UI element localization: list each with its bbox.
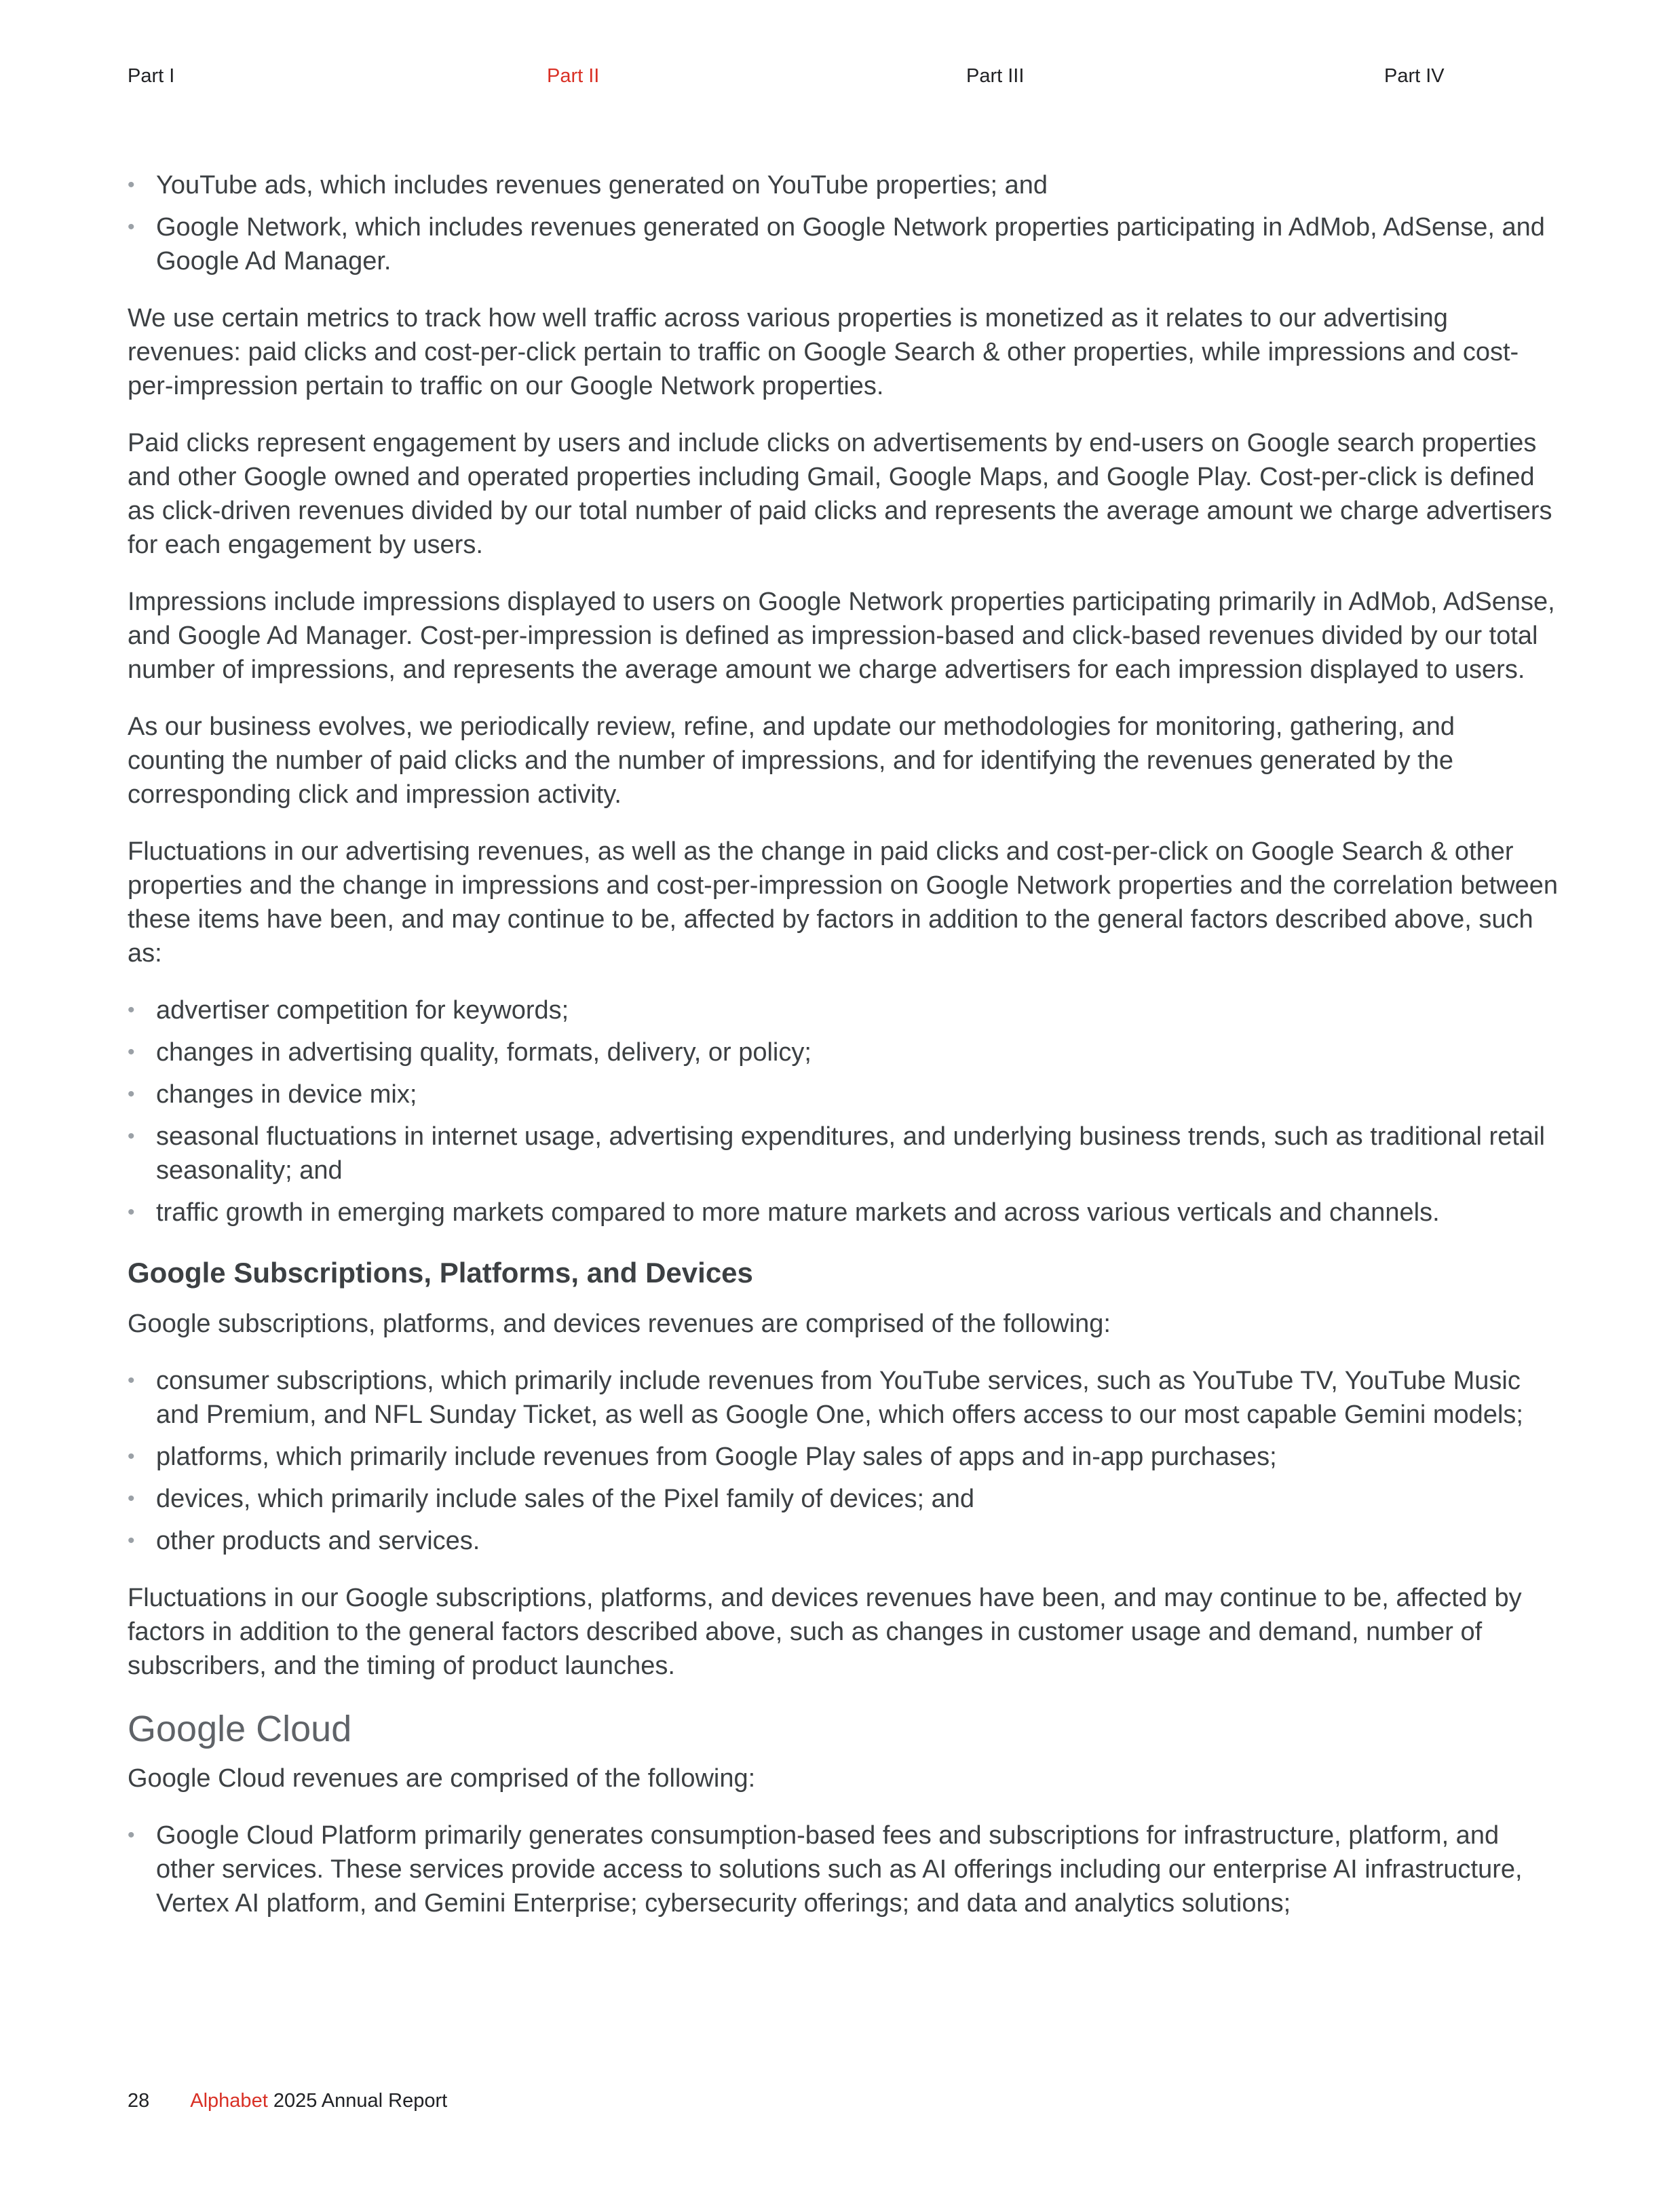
section-heading-google-cloud: Google Cloud bbox=[128, 1709, 352, 1749]
part-navigation bbox=[0, 65, 1680, 92]
list-item: • advertiser competition for keywords; bbox=[128, 993, 1559, 1027]
list-item: • seasonal fluctuations in internet usage, advertising expenditures, and underlying business trends, such as traditional retail seasonality; and bbox=[128, 1120, 1559, 1187]
list-item: • Google Cloud Platform primarily generates consumption-based fees and subscriptions for infrastructure, platform, and other services. These services provide access to solutions such as AI offerings including our enterprise AI infrastructure, Vertex AI platform, and Gemini Enterprise; cybersecurity offerings; and data and analytics solutions; bbox=[128, 1819, 1559, 1920]
paragraph-metrics: We use certain metrics to track how well traffic across various properties is monetized as it relates to our advertising revenues: paid clicks and cost-per-click pertain to traffic on Google Search & other properties, while impressions and cost-per-impression pertain to traffic on our Google Network properties. bbox=[128, 304, 1519, 400]
list-item: • other products and services. bbox=[128, 1524, 1559, 1558]
factors-list bbox=[128, 993, 1559, 1230]
page-number: 28 bbox=[128, 2090, 150, 2112]
paragraph-impressions: Impressions include impressions displayed to users on Google Network properties participating primarily in AdMob, AdSense, and Google Ad Manager. Cost-per-impression is defined as impression-based and click-based revenues divided by our total number of impressions, and represents the average amount we charge advertisers for each impression displayed to users. bbox=[128, 588, 1555, 684]
paragraph-fluctuations: Fluctuations in our advertising revenues, as well as the change in paid clicks and cost-per-click on Google Search & other properties and the change in impressions and cost-per-impression on Google Network properties and the correlation between these items have been, and may continue to be, affected by factors in addition to the general factors described above, such as: bbox=[128, 837, 1559, 968]
list-item: • changes in device mix; bbox=[128, 1078, 1559, 1111]
report-title: 2025 Annual Report bbox=[273, 2090, 448, 2112]
list-item: • devices, which primarily include sales of the Pixel family of devices; and bbox=[128, 1482, 1559, 1516]
list-item: • traffic growth in emerging markets compared to more mature markets and across various verticals and channels. bbox=[128, 1196, 1559, 1230]
paragraph-subscriptions-intro: Google subscriptions, platforms, and devices revenues are comprised of the following: bbox=[128, 1310, 1111, 1338]
paragraph-methodology: As our business evolves, we periodically review, refine, and update our methodologies for monitoring, gathering, and counting the number of paid clicks and the number of impressions, and for identifying the revenues generated by the corresponding click and impression activity. bbox=[128, 712, 1455, 809]
paragraph-paid-clicks: Paid clicks represent engagement by users and include clicks on advertisements by end-users on Google search properties and other Google owned and operated properties including Gmail, Google Maps, and Google Play. Cost-per-click is defined as click-driven revenues divided by our total number of paid clicks and represents the average amount we charge advertisers for each engagement by users. bbox=[128, 429, 1552, 559]
nav-part-3[interactable]: Part III bbox=[966, 65, 1025, 87]
nav-part-1[interactable]: Part I bbox=[128, 65, 175, 87]
paragraph-subscriptions-fluctuations: Fluctuations in our Google subscriptions, platforms, and devices revenues have been, and may continue to be, affected by factors in addition to the general factors described above, such as changes in customer usage and demand, number of subscribers, and the timing of product launches. bbox=[128, 1584, 1522, 1680]
page-footer bbox=[128, 2090, 447, 2112]
section-heading-subscriptions: Google Subscriptions, Platforms, and Devices bbox=[128, 1257, 753, 1289]
paragraph-cloud-intro: Google Cloud revenues are comprised of the following: bbox=[128, 1764, 756, 1793]
list-item: • YouTube ads, which includes revenues generated on YouTube properties; and bbox=[128, 168, 1559, 202]
page-content bbox=[128, 168, 1559, 1943]
subscriptions-list bbox=[128, 1364, 1559, 1558]
nav-part-4[interactable]: Part IV bbox=[1384, 65, 1445, 87]
list-item: • platforms, which primarily include revenues from Google Play sales of apps and in-app purchases; bbox=[128, 1440, 1559, 1474]
cloud-list bbox=[128, 1819, 1559, 1920]
advertising-sources-list bbox=[128, 168, 1559, 278]
list-item: • consumer subscriptions, which primarily include revenues from YouTube services, such as YouTube TV, YouTube Music and Premium, and NFL Sunday Ticket, as well as Google One, which offers access to our most capable Gemini models; bbox=[128, 1364, 1559, 1432]
list-item: • changes in advertising quality, formats, delivery, or policy; bbox=[128, 1035, 1559, 1069]
list-item: • Google Network, which includes revenues generated on Google Network properties participating in AdMob, AdSense, and Google Ad Manager. bbox=[128, 210, 1559, 278]
nav-part-2[interactable]: Part II bbox=[547, 65, 600, 87]
brand-name: Alphabet bbox=[190, 2090, 268, 2112]
